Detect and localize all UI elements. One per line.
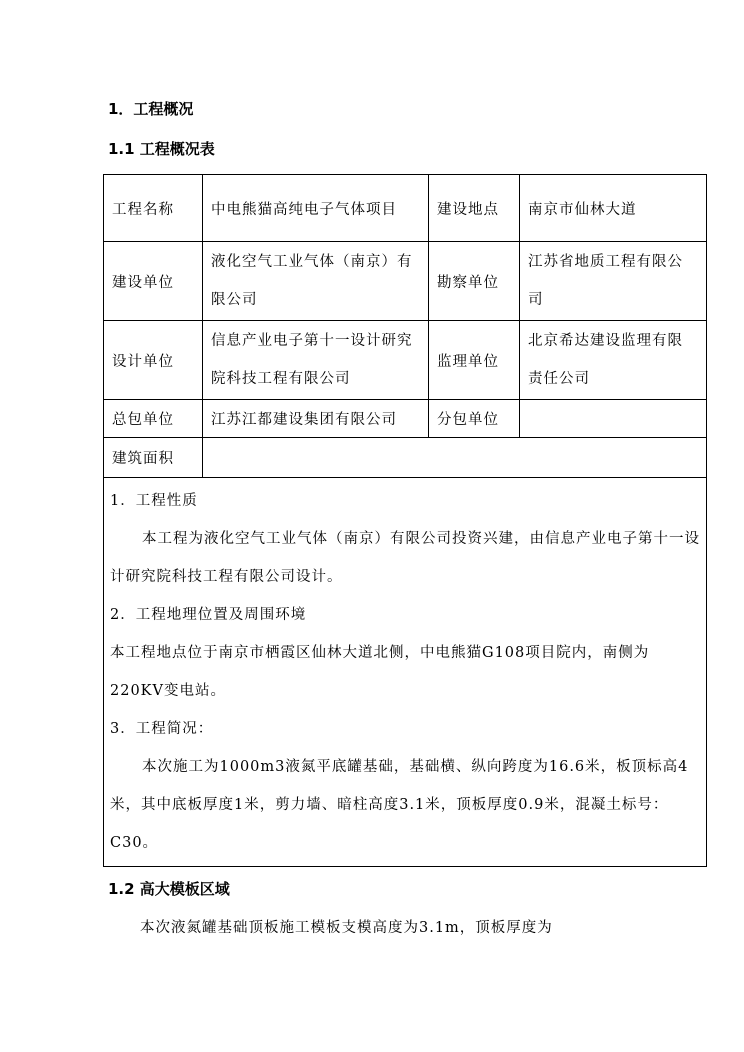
label-general-contractor: 总包单位 — [104, 400, 203, 438]
value-project-name: 中电熊猫高纯电子气体项目 — [203, 175, 429, 242]
table-row — [104, 175, 707, 242]
label-site-location: 建设地点 — [429, 175, 520, 242]
table-row — [104, 321, 707, 400]
section-summary-title: 3．工程简况： — [110, 721, 214, 737]
value-design-unit: 信息产业电子第十一设计研究院科技工程有限公司 — [203, 321, 429, 400]
label-subcontractor: 分包单位 — [429, 400, 520, 438]
section-location-text: 本工程地点位于南京市栖霞区仙林大道北侧，中电熊猫G108项目院内，南侧为220KV变电站。 — [110, 645, 650, 699]
label-design-unit: 设计单位 — [104, 321, 203, 400]
heading-overview-table: 1.1 工程概况表 — [108, 140, 215, 158]
value-site-location: 南京市仙林大道 — [520, 175, 707, 242]
table-row-description — [104, 478, 707, 867]
value-subcontractor — [520, 400, 707, 438]
table-row — [104, 242, 707, 321]
value-owner: 液化空气工业气体（南京）有限公司 — [203, 242, 429, 321]
section-nature-title: 1．工程性质 — [110, 493, 198, 509]
section-location-title: 2．工程地理位置及周围环境 — [110, 607, 307, 623]
project-overview-table — [103, 174, 707, 867]
label-project-name: 工程名称 — [104, 175, 203, 242]
heading-project-overview: 1．工程概况 — [108, 100, 194, 118]
label-building-area: 建筑面积 — [104, 438, 203, 478]
label-supervision-unit: 监理单位 — [429, 321, 520, 400]
heading-high-formwork-area: 1.2 高大模板区域 — [108, 880, 230, 898]
value-survey-unit: 江苏省地质工程有限公司 — [520, 242, 707, 321]
high-formwork-paragraph: 本次液氮罐基础顶板施工模板支模高度为3.1m，顶板厚度为 — [140, 920, 553, 936]
label-owner: 建设单位 — [104, 242, 203, 321]
section-nature-text: 本工程为液化空气工业气体（南京）有限公司投资兴建，由信息产业电子第十一设计研究院科技工程有限公司设计。 — [110, 531, 700, 585]
value-building-area — [203, 438, 707, 478]
project-description-cell — [104, 478, 707, 867]
table-row — [104, 438, 707, 478]
table-row — [104, 400, 707, 438]
value-general-contractor: 江苏江都建设集团有限公司 — [203, 400, 429, 438]
value-supervision-unit: 北京希达建设监理有限责任公司 — [520, 321, 707, 400]
label-survey-unit: 勘察单位 — [429, 242, 520, 321]
section-summary-text: 本次施工为1000m3液氮平底罐基础，基础横、纵向跨度为16.6米，板顶标高4米，其中底板厚度1米，剪力墙、暗柱高度3.1米，顶板厚度0.9米，混凝土标号：C30。 — [110, 759, 689, 851]
